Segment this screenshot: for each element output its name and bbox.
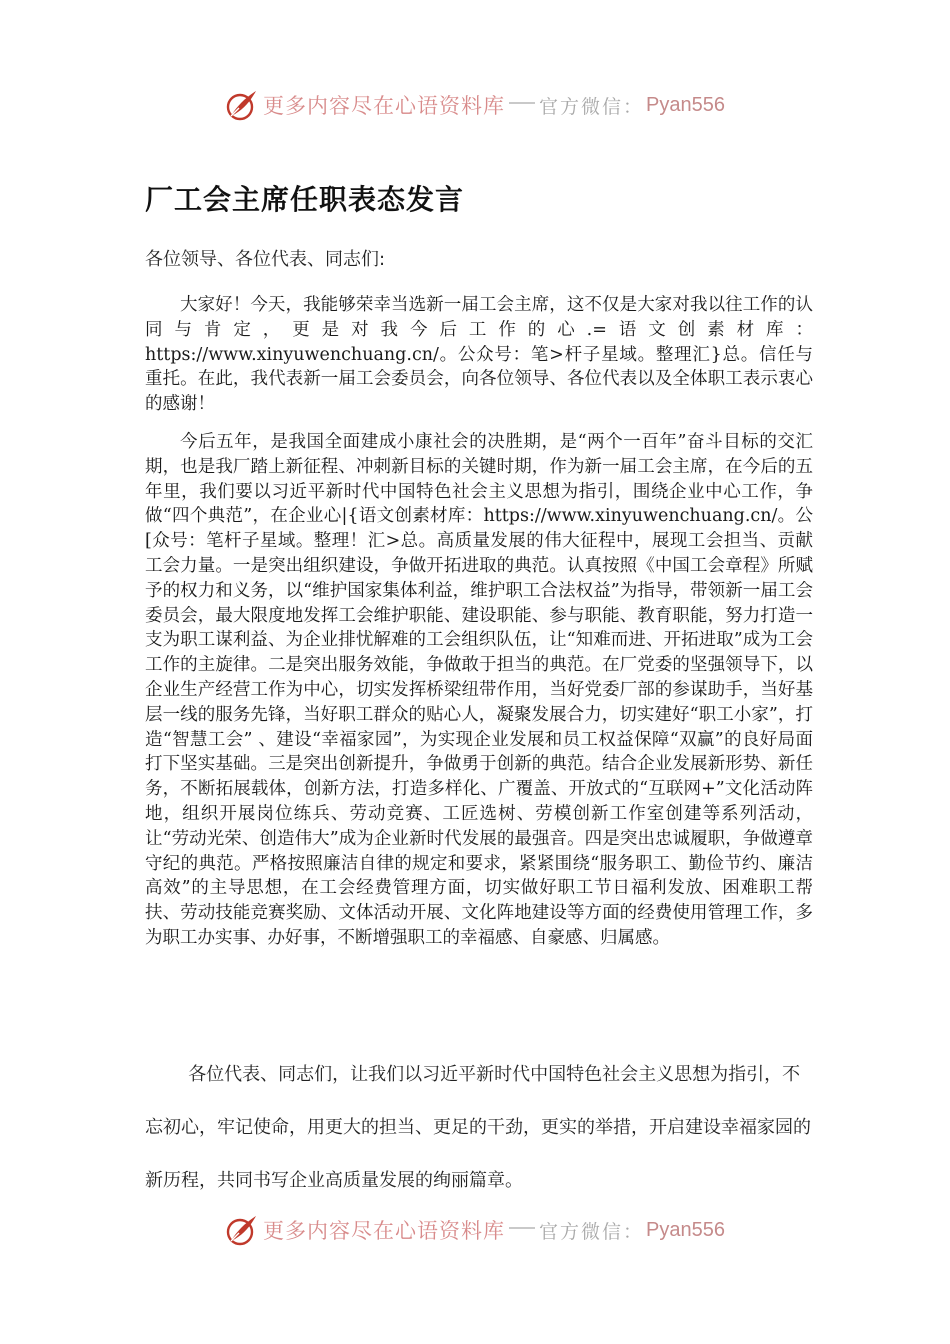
watermark-dash — [509, 1227, 535, 1229]
header-watermark-banner — [0, 80, 950, 130]
watermark-dash — [509, 102, 535, 104]
watermark-official-label: 官方微信： — [539, 1220, 645, 1243]
document-title: 厂工会主席任职表态发言 — [145, 183, 465, 216]
closing-paragraph: 各位代表、同志们，让我们以习近平新时代中国特色社会主义思想为指引，不忘初心，牢记使命，用更大的担当、更足的干劲，更实的举措，开启建设幸福家园的新历程，共同书写企业高质量发展的绚丽篇章。 — [145, 1064, 811, 1191]
watermark-wechat-id: Pyan556 — [646, 1218, 725, 1241]
watermark-brand-text: 更多内容尽在心语资料库 — [263, 94, 505, 118]
salutation: 各位领导、各位代表、同志们: — [145, 249, 386, 270]
watermark-wechat-id: Pyan556 — [646, 93, 725, 116]
body-paragraph-1: 大家好！今天，我能够荣幸当选新一届工会主席，这不仅是大家对我以往工作的认同与肯定，更是对我今后工作的心.=语文创素材库：https://www.xinyuwenchuang.cn/。公众号：笔>杆子星域。整理汇}总。信任与重托。在此，我代表新一届工会委员会，向各位领导、各位代表以及全体职工表示衷心的感谢！ — [145, 295, 813, 415]
footer-watermark-banner — [0, 1205, 950, 1255]
watermark-official-label: 官方微信： — [539, 95, 645, 118]
watermark-brand-text: 更多内容尽在心语资料库 — [263, 1219, 505, 1243]
body-paragraph-2: 今后五年，是我国全面建成小康社会的决胜期，是“两个一百年”奋斗目标的交汇期，也是我厂踏上新征程、冲刺新目标的关键时期，作为新一届工会主席，在今后的五年里，我们要以习近平新时代中国特色社会主义思想为指引，围绕企业中心工作，争做“四个典范”，在企业心|{语文创素材库：https://www.xinyuwenchuang.cn/。公[众号：笔杆子星域。整理！汇>总。高质量发展的伟大征程中，展现工会担当、贡献工会力量。一是突出组织建设，争做开拓进取的典范。认真按照《中国工会章程》所赋予的权力和义务，以“维护国家集体利益，维护职工合法权益”为指导，带领新一届工会委员会，最大限度地发挥工会维护职能、建设职能、参与职能、教育职能，努力打造一支为职工谋利益、为企业排忧解难的工会组织队伍，让“知难而进、开拓进取”成为工会工作的主旋律。二是突出服务效能，争做敢于担当的典范。在厂党委的坚强领导下，以企业生产经营工作为中心，切实发挥桥梁纽带作用，当好党委厂部的参谋助手，当好基层一线的服务先锋，当好职工群众的贴心人，凝聚发展合力，切实建好“职工小家”，打造“智慧工会” 、建设“幸福家园”，为实现企业发展和员工权益保障“双赢”的良好局面打下坚实基础。三是突出创新提升，争做勇于创新的典范。结合企业发展新形势、新任务，不断拓展载体，创新方法，打造多样化、广覆盖、开放式的“互联网+”文化活动阵地，组织开展岗位练兵、劳动竞赛、工匠选树、劳模创新工作室创建等系列活动，让“劳动光荣、创造伟大”成为企业新时代发展的最强音。四是突出忠诚履职，争做遵章守纪的典范。严格按照廉洁自律的规定和要求，紧紧围绕“服务职工、勤俭节约、廉洁高效”的主导思想，在工会经费管理方面，切实做好职工节日福利发放、困难职工帮扶、劳动技能竞赛奖励、文体活动开展、文化阵地建设等方面的经费使用管理工作，多为职工办实事、办好事，不断增强职工的幸福感、自豪感、归属感。 — [145, 432, 813, 948]
quill-logo-icon — [225, 88, 259, 122]
quill-logo-icon — [225, 1213, 259, 1247]
